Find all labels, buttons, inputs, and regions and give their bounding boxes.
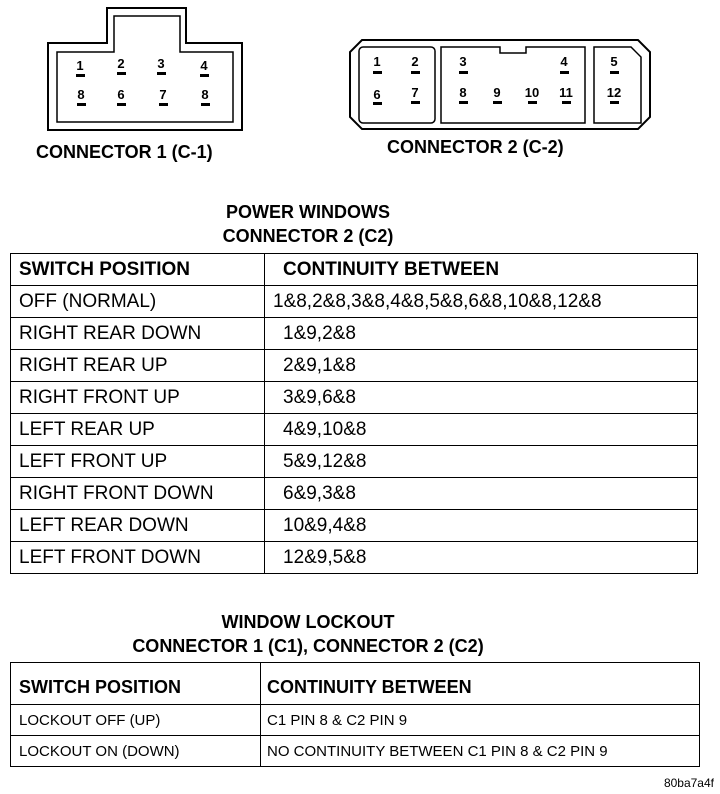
pin-contact [493, 101, 502, 104]
power-windows-table [10, 253, 698, 574]
switch-position: RIGHT REAR UP [11, 350, 265, 382]
pin-contact [528, 101, 537, 104]
continuity: 4&9,10&8 [265, 414, 698, 446]
table-row [11, 705, 700, 736]
table-header-row [11, 254, 698, 286]
pin-contact [459, 71, 468, 74]
table-row [11, 478, 698, 510]
connector-1-caption: CONNECTOR 1 (C-1) [36, 142, 213, 162]
pin-label: 3 [459, 54, 467, 69]
continuity: 5&9,12&8 [265, 446, 698, 478]
pin-contact [200, 74, 209, 77]
window-lockout-title: WINDOW LOCKOUT [221, 612, 395, 632]
figure-id: 80ba7a4f [663, 776, 714, 790]
table-row [11, 286, 698, 318]
pin-label: 7 [159, 87, 167, 102]
pin-contact [159, 103, 168, 106]
power-windows-subtitle: CONNECTOR 2 (C2) [222, 226, 394, 246]
table-row [11, 446, 698, 478]
table-row [11, 318, 698, 350]
column-header: SWITCH POSITION [11, 254, 265, 286]
table-row [11, 736, 700, 767]
switch-position: RIGHT REAR DOWN [11, 318, 265, 350]
pin-label: 9 [493, 85, 501, 100]
pin-contact [411, 101, 420, 104]
continuity: NO CONTINUITY BETWEEN C1 PIN 8 & C2 PIN 9 [261, 736, 700, 767]
table-header-row [11, 663, 700, 705]
pin-label: 4 [560, 54, 568, 69]
switch-position: LOCKOUT OFF (UP) [11, 705, 261, 736]
pin-contact [157, 72, 166, 75]
window-lockout-table [10, 662, 700, 767]
continuity: 10&9,4&8 [265, 510, 698, 542]
continuity: 1&9,2&8 [265, 318, 698, 350]
column-header: SWITCH POSITION [11, 663, 261, 705]
switch-position: LEFT REAR DOWN [11, 510, 265, 542]
pin-label: 1 [76, 58, 84, 73]
continuity: 3&9,6&8 [265, 382, 698, 414]
pin-label: 12 [606, 85, 622, 100]
switch-position: LEFT FRONT DOWN [11, 542, 265, 574]
pin-label: 8 [459, 85, 467, 100]
pin-contact [373, 102, 382, 105]
pin-contact [76, 74, 85, 77]
pin-contact [562, 101, 571, 104]
continuity: 2&9,1&8 [265, 350, 698, 382]
column-header: CONTINUITY BETWEEN [265, 254, 698, 286]
switch-position: LOCKOUT ON (DOWN) [11, 736, 261, 767]
table-row [11, 542, 698, 574]
continuity: 12&9,5&8 [265, 542, 698, 574]
power-windows-title: POWER WINDOWS [226, 202, 390, 222]
table-row [11, 510, 698, 542]
pin-label: 5 [610, 54, 618, 69]
continuity: C1 PIN 8 & C2 PIN 9 [261, 705, 700, 736]
pin-contact [560, 71, 569, 74]
pin-contact [411, 71, 420, 74]
pin-contact [201, 103, 210, 106]
switch-position: LEFT REAR UP [11, 414, 265, 446]
table-row [11, 414, 698, 446]
pin-contact [117, 72, 126, 75]
pin-label: 2 [117, 56, 125, 71]
continuity: 6&9,3&8 [265, 478, 698, 510]
pin-label: 6 [373, 87, 381, 102]
connector-2-caption: CONNECTOR 2 (C-2) [387, 137, 564, 157]
pin-label: 11 [559, 85, 573, 100]
pin-contact [610, 71, 619, 74]
switch-position: LEFT FRONT UP [11, 446, 265, 478]
column-header: CONTINUITY BETWEEN [261, 663, 700, 705]
table-row [11, 382, 698, 414]
pin-label: 3 [157, 56, 165, 71]
pin-label: 6 [117, 87, 125, 102]
switch-position: RIGHT FRONT DOWN [11, 478, 265, 510]
pin-label: 8 [201, 87, 209, 102]
pin-contact [117, 103, 126, 106]
table-row [11, 350, 698, 382]
pin-label: 4 [200, 58, 208, 73]
pin-label: 8 [77, 87, 85, 102]
window-lockout-subtitle: CONNECTOR 1 (C1), CONNECTOR 2 (C2) [132, 636, 484, 656]
pin-contact [77, 103, 86, 106]
switch-position: OFF (NORMAL) [11, 286, 265, 318]
pin-label: 2 [411, 54, 419, 69]
pin-contact [459, 101, 468, 104]
pin-label: 10 [524, 85, 540, 100]
pin-label: 7 [411, 85, 419, 100]
pin-label: 1 [373, 54, 381, 69]
switch-position: RIGHT FRONT UP [11, 382, 265, 414]
pin-contact [373, 71, 382, 74]
pin-contact [610, 101, 619, 104]
continuity: 1&8,2&8,3&8,4&8,5&8,6&8,10&8,12&8 [265, 286, 698, 318]
